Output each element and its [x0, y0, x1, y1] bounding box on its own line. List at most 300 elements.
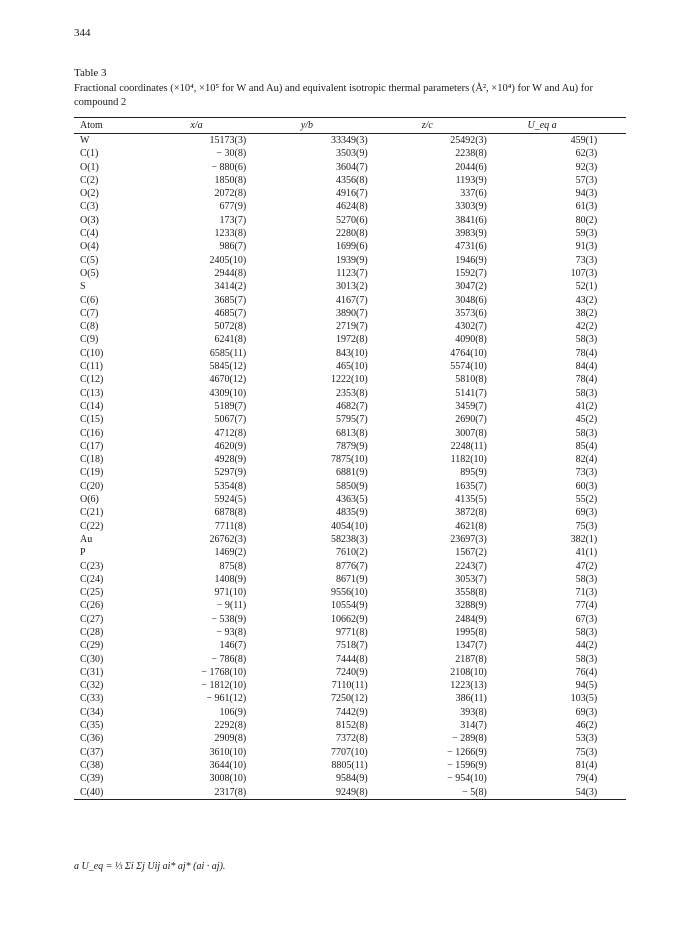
cell-x: − 1812(10) [201, 680, 247, 692]
cell-spacer [597, 134, 626, 148]
cell-x: 7711(8) [214, 520, 247, 532]
cell-spacer [597, 174, 626, 187]
cell-spacer [597, 440, 626, 453]
cell-spacer [597, 772, 626, 785]
cell-atom: C(30) [80, 653, 104, 665]
cell-z: 2243(7) [455, 560, 487, 572]
header-x: x/a [190, 120, 203, 131]
table-row [74, 666, 626, 679]
cell-spacer [597, 280, 626, 293]
cell-z: 314(7) [460, 720, 487, 732]
cell-z: 1193(9) [455, 174, 487, 186]
cell-x: 875(8) [219, 560, 247, 572]
cell-y: 4363(5) [335, 494, 368, 506]
cell-spacer [597, 493, 626, 506]
cell-x: − 1768(10) [201, 666, 247, 678]
cell-x: − 93(8) [216, 626, 247, 638]
cell-y: 8776(7) [335, 560, 368, 572]
table-row [74, 134, 626, 148]
cell-atom: C(3) [80, 201, 99, 213]
cell-ueq: 60(3) [575, 480, 598, 492]
cell-ueq: 82(4) [575, 454, 598, 466]
cell-z: 1347(7) [455, 640, 487, 652]
cell-x: 4928(9) [214, 454, 247, 466]
cell-spacer [597, 480, 626, 493]
cell-z: 3007(8) [455, 427, 487, 439]
cell-x: 677(9) [219, 201, 247, 213]
cell-y: 1699(6) [335, 241, 368, 253]
cell-y: 4054(10) [330, 520, 368, 532]
cell-x: 2944(8) [214, 267, 247, 279]
table-row [74, 333, 626, 346]
cell-z: 3872(8) [455, 507, 487, 519]
cell-y: 1972(8) [335, 334, 368, 346]
cell-x: 2909(8) [214, 733, 247, 745]
cell-z: 2108(10) [450, 666, 487, 678]
table-row [74, 427, 626, 440]
cell-z: 1995(8) [455, 626, 487, 638]
cell-x: − 30(8) [216, 148, 247, 160]
cell-ueq: 85(4) [575, 440, 598, 452]
cell-spacer [597, 267, 626, 280]
cell-y: 6813(8) [335, 427, 368, 439]
cell-spacer [597, 679, 626, 692]
table-row [74, 732, 626, 745]
cell-x: 4309(10) [209, 387, 247, 399]
cell-z: 25492(3) [450, 135, 487, 146]
cell-atom: P [80, 547, 86, 559]
cell-ueq: 59(3) [575, 228, 598, 240]
cell-y: 3604(7) [335, 161, 368, 173]
cell-spacer [597, 147, 626, 160]
cell-y: 5270(6) [335, 214, 368, 226]
table-row [74, 214, 626, 227]
cell-atom: O(4) [80, 241, 99, 253]
cell-atom: C(17) [80, 440, 104, 452]
table-header-row [74, 118, 626, 134]
cell-spacer [597, 373, 626, 386]
cell-x: 5354(8) [214, 480, 247, 492]
cell-x: 2317(8) [214, 786, 247, 798]
cell-y: 9249(8) [335, 786, 368, 798]
cell-ueq: 58(3) [575, 427, 598, 439]
cell-ueq: 43(2) [575, 294, 598, 306]
cell-y: 4916(7) [335, 188, 368, 200]
cell-y: 4167(7) [335, 294, 368, 306]
table-row [74, 453, 626, 466]
cell-y: 4356(8) [335, 174, 368, 186]
table-row [74, 320, 626, 333]
cell-z: 3047(2) [455, 281, 487, 293]
cell-x: 1850(8) [214, 174, 247, 186]
cell-ueq: 67(3) [575, 613, 598, 625]
table-row [74, 267, 626, 280]
cell-ueq: 73(3) [575, 467, 598, 479]
cell-x: 2405(10) [209, 254, 247, 266]
cell-x: 15173(3) [209, 135, 247, 146]
table-row [74, 653, 626, 666]
cell-z: 3048(6) [455, 294, 487, 306]
cell-atom: C(19) [80, 467, 104, 479]
cell-y: 1123(7) [336, 267, 368, 279]
cell-atom: C(35) [80, 720, 104, 732]
cell-y: 7240(9) [335, 666, 368, 678]
cell-atom: Au [80, 533, 93, 545]
cell-spacer [597, 639, 626, 652]
cell-ueq: 75(3) [575, 520, 598, 532]
table-row [74, 174, 626, 187]
cell-ueq: 38(2) [575, 307, 598, 319]
cell-atom: C(38) [80, 759, 104, 771]
cell-x: 5845(12) [209, 361, 247, 373]
cell-atom: O(3) [80, 214, 99, 226]
cell-ueq: 58(3) [575, 573, 598, 585]
cell-y: 8152(8) [335, 720, 368, 732]
cell-ueq: 79(4) [575, 773, 598, 785]
cell-z: 393(8) [460, 706, 487, 718]
cell-atom: C(14) [80, 400, 104, 412]
cell-spacer [597, 347, 626, 360]
cell-ueq: 41(2) [575, 400, 598, 412]
cell-y: 7442(9) [335, 706, 368, 718]
cell-x: 106(9) [219, 706, 247, 718]
cell-x: 4620(9) [214, 440, 247, 452]
cell-y: 10554(9) [330, 600, 368, 612]
cell-z: 4731(6) [455, 241, 487, 253]
cell-atom: O(1) [80, 161, 99, 173]
cell-x: 3644(10) [209, 759, 247, 771]
cell-y: 7372(8) [335, 733, 368, 745]
cell-z: 4135(5) [455, 494, 487, 506]
cell-y: 7879(9) [335, 440, 368, 452]
cell-z: 3288(9) [455, 600, 487, 612]
cell-z: 2187(8) [455, 653, 487, 665]
cell-spacer [597, 254, 626, 267]
cell-z: 3558(8) [455, 587, 487, 599]
table-label: Table 3 [74, 67, 107, 79]
table-row [74, 533, 626, 546]
table-row [74, 599, 626, 612]
cell-ueq: 61(3) [575, 201, 598, 213]
table-body [74, 134, 626, 800]
cell-ueq: 78(4) [575, 374, 598, 386]
cell-z: − 5(8) [462, 786, 487, 798]
cell-x: 986(7) [219, 241, 247, 253]
cell-z: 895(9) [460, 467, 487, 479]
cell-atom: C(29) [80, 640, 104, 652]
table-row [74, 586, 626, 599]
cell-x: 4670(12) [209, 374, 247, 386]
table-row [74, 373, 626, 386]
cell-y: 3890(7) [335, 307, 368, 319]
cell-z: 2238(8) [455, 148, 487, 160]
cell-atom: C(33) [80, 693, 104, 705]
cell-spacer [597, 466, 626, 479]
cell-atom: C(8) [80, 321, 99, 333]
cell-z: 1592(7) [455, 267, 487, 279]
cell-z: 3303(9) [455, 201, 487, 213]
cell-spacer [597, 453, 626, 466]
cell-y: 5850(9) [335, 480, 368, 492]
cell-atom: C(32) [80, 680, 104, 692]
table-row [74, 227, 626, 240]
cell-atom: S [80, 281, 86, 293]
cell-atom: C(31) [80, 666, 104, 678]
table-row [74, 480, 626, 493]
table-row [74, 493, 626, 506]
cell-y: 2280(8) [335, 228, 368, 240]
cell-x: 6585(11) [209, 347, 247, 359]
cell-ueq: 58(3) [575, 653, 598, 665]
table-footnote: a U_eq = ⅓ Σi Σj Uij ai* aj* (ai · aj). [74, 861, 226, 872]
cell-z: 337(6) [460, 188, 487, 200]
table-row [74, 759, 626, 772]
cell-x: 3610(10) [209, 746, 247, 758]
cell-atom: C(1) [80, 148, 99, 160]
table-row [74, 520, 626, 533]
cell-x: 4685(7) [214, 307, 247, 319]
cell-x: 26762(3) [209, 533, 247, 545]
table-row [74, 400, 626, 413]
table-row [74, 613, 626, 626]
cell-ueq: 52(1) [575, 281, 598, 293]
cell-y: 3503(9) [335, 148, 368, 160]
cell-ueq: 58(3) [575, 626, 598, 638]
table-row [74, 706, 626, 719]
table-row [74, 360, 626, 373]
cell-spacer [597, 320, 626, 333]
table-row [74, 294, 626, 307]
cell-z: 5574(10) [450, 361, 487, 373]
cell-spacer [597, 307, 626, 320]
cell-x: 1408(9) [214, 573, 247, 585]
cell-ueq: 41(1) [575, 547, 598, 559]
cell-y: 6881(9) [335, 467, 368, 479]
cell-spacer [597, 520, 626, 533]
cell-y: 7444(8) [335, 653, 368, 665]
cell-spacer [597, 427, 626, 440]
cell-z: − 1596(9) [447, 759, 487, 771]
cell-z: − 1266(9) [447, 746, 487, 758]
cell-y: 4682(7) [335, 400, 368, 412]
cell-spacer [597, 599, 626, 612]
cell-atom: C(24) [80, 573, 104, 585]
cell-x: − 9(11) [216, 600, 247, 612]
coordinates-table [74, 117, 626, 800]
cell-ueq: 42(2) [575, 321, 598, 333]
cell-x: 971(10) [214, 587, 247, 599]
cell-ueq: 58(3) [575, 334, 598, 346]
cell-z: 2690(7) [455, 414, 487, 426]
cell-ueq: 78(4) [575, 347, 598, 359]
cell-spacer [597, 573, 626, 586]
cell-spacer [597, 333, 626, 346]
cell-y: 10662(9) [330, 613, 368, 625]
header-atom: Atom [80, 120, 103, 131]
cell-x: − 538(9) [211, 613, 247, 625]
cell-z: 2248(11) [450, 440, 487, 452]
cell-spacer [597, 214, 626, 227]
cell-ueq: 77(4) [575, 600, 598, 612]
cell-x: 3414(2) [214, 281, 247, 293]
cell-x: 5924(5) [214, 494, 247, 506]
table-row [74, 719, 626, 732]
cell-spacer [597, 400, 626, 413]
cell-x: 6241(8) [214, 334, 247, 346]
cell-x: − 786(8) [211, 653, 247, 665]
cell-atom: C(4) [80, 228, 99, 240]
cell-x: − 880(6) [211, 161, 247, 173]
cell-y: 7875(10) [330, 454, 368, 466]
cell-ueq: 107(3) [570, 267, 598, 279]
cell-spacer [597, 732, 626, 745]
cell-ueq: 80(2) [575, 214, 598, 226]
cell-ueq: 53(3) [575, 733, 598, 745]
table-row [74, 200, 626, 213]
cell-z: 4302(7) [455, 321, 487, 333]
cell-z: 3573(6) [455, 307, 487, 319]
cell-ueq: 44(2) [575, 640, 598, 652]
cell-z: 1567(2) [455, 547, 487, 559]
cell-z: 5810(8) [455, 374, 487, 386]
cell-z: − 289(8) [452, 733, 487, 745]
header-z: z/c [421, 120, 433, 131]
cell-atom: C(18) [80, 454, 104, 466]
cell-y: 2353(8) [335, 387, 368, 399]
cell-ueq: 69(3) [575, 507, 598, 519]
cell-z: 4764(10) [450, 347, 487, 359]
cell-atom: C(22) [80, 520, 104, 532]
cell-z: 2044(6) [455, 161, 487, 173]
cell-atom: C(6) [80, 294, 99, 306]
cell-z: 1223(13) [450, 680, 487, 692]
table-caption: Fractional coordinates (×10⁴, ×10⁵ for W and Au) and equivalent isotropic thermal parameters (Å², ×10⁴) for W and Au) for compound 2 [74, 83, 593, 108]
cell-y: 58238(3) [330, 533, 368, 545]
cell-x: 3008(10) [209, 773, 247, 785]
cell-atom: C(37) [80, 746, 104, 758]
cell-atom: C(10) [80, 347, 104, 359]
cell-ueq: 81(4) [575, 759, 598, 771]
cell-z: 3841(6) [455, 214, 487, 226]
cell-spacer [597, 759, 626, 772]
cell-ueq: 84(4) [575, 361, 598, 373]
cell-atom: C(5) [80, 254, 99, 266]
cell-ueq: 47(2) [575, 560, 598, 572]
cell-x: − 961(12) [206, 693, 247, 705]
cell-spacer [597, 613, 626, 626]
cell-ueq: 94(5) [575, 680, 598, 692]
cell-spacer [597, 227, 626, 240]
cell-y: 8671(9) [335, 573, 368, 585]
cell-atom: C(15) [80, 414, 104, 426]
cell-z: 3053(7) [455, 573, 487, 585]
cell-ueq: 75(3) [575, 746, 598, 758]
cell-spacer [597, 240, 626, 253]
cell-y: 8805(11) [331, 759, 368, 771]
cell-z: 5141(7) [455, 387, 487, 399]
cell-y: 1222(10) [330, 374, 368, 386]
cell-atom: C(21) [80, 507, 104, 519]
cell-spacer [597, 786, 626, 800]
cell-atom: C(13) [80, 387, 104, 399]
cell-z: 2484(9) [455, 613, 487, 625]
cell-x: 2072(8) [214, 188, 247, 200]
cell-atom: C(27) [80, 613, 104, 625]
cell-y: 9584(9) [335, 773, 368, 785]
table-row [74, 307, 626, 320]
cell-z: 3983(9) [455, 228, 487, 240]
cell-atom: C(23) [80, 560, 104, 572]
cell-z: 23697(3) [450, 533, 487, 545]
cell-y: 4624(8) [335, 201, 368, 213]
table-row [74, 546, 626, 559]
cell-ueq: 459(1) [570, 135, 598, 146]
cell-spacer [597, 360, 626, 373]
cell-ueq: 69(3) [575, 706, 598, 718]
cell-atom: C(7) [80, 307, 99, 319]
cell-y: 1939(9) [335, 254, 368, 266]
cell-ueq: 92(3) [575, 161, 598, 173]
cell-spacer [597, 706, 626, 719]
cell-atom: C(26) [80, 600, 104, 612]
table-row [74, 440, 626, 453]
cell-atom: C(2) [80, 174, 99, 186]
cell-y: 9556(10) [330, 587, 368, 599]
cell-z: 4090(8) [455, 334, 487, 346]
cell-x: 1233(8) [214, 228, 247, 240]
table-row [74, 147, 626, 160]
cell-y: 33349(3) [330, 135, 368, 146]
cell-z: 1182(10) [450, 454, 487, 466]
cell-y: 2719(7) [335, 321, 368, 333]
table-row [74, 626, 626, 639]
cell-spacer [597, 546, 626, 559]
cell-atom: C(28) [80, 626, 104, 638]
cell-ueq: 46(2) [575, 720, 598, 732]
cell-x: 5297(9) [214, 467, 247, 479]
cell-atom: C(16) [80, 427, 104, 439]
table-row [74, 347, 626, 360]
cell-x: 5072(8) [214, 321, 247, 333]
cell-atom: C(34) [80, 706, 104, 718]
cell-ueq: 73(3) [575, 254, 598, 266]
table-row [74, 387, 626, 400]
cell-y: 7707(10) [330, 746, 368, 758]
cell-spacer [597, 387, 626, 400]
cell-z: 4621(8) [455, 520, 487, 532]
table-row [74, 679, 626, 692]
table-row [74, 506, 626, 519]
cell-z: 3459(7) [455, 400, 487, 412]
table-row [74, 639, 626, 652]
cell-x: 5189(7) [214, 400, 247, 412]
cell-atom: O(2) [80, 188, 99, 200]
cell-spacer [597, 187, 626, 200]
cell-spacer [597, 692, 626, 705]
cell-ueq: 71(3) [575, 587, 598, 599]
cell-z: 1635(7) [455, 480, 487, 492]
table-row [74, 187, 626, 200]
cell-y: 5795(7) [335, 414, 368, 426]
cell-spacer [597, 294, 626, 307]
cell-atom: C(25) [80, 587, 104, 599]
cell-atom: C(12) [80, 374, 104, 386]
cell-x: 3685(7) [214, 294, 247, 306]
cell-x: 1469(2) [214, 547, 247, 559]
cell-x: 2292(8) [214, 720, 247, 732]
table-row [74, 280, 626, 293]
table-row [74, 692, 626, 705]
